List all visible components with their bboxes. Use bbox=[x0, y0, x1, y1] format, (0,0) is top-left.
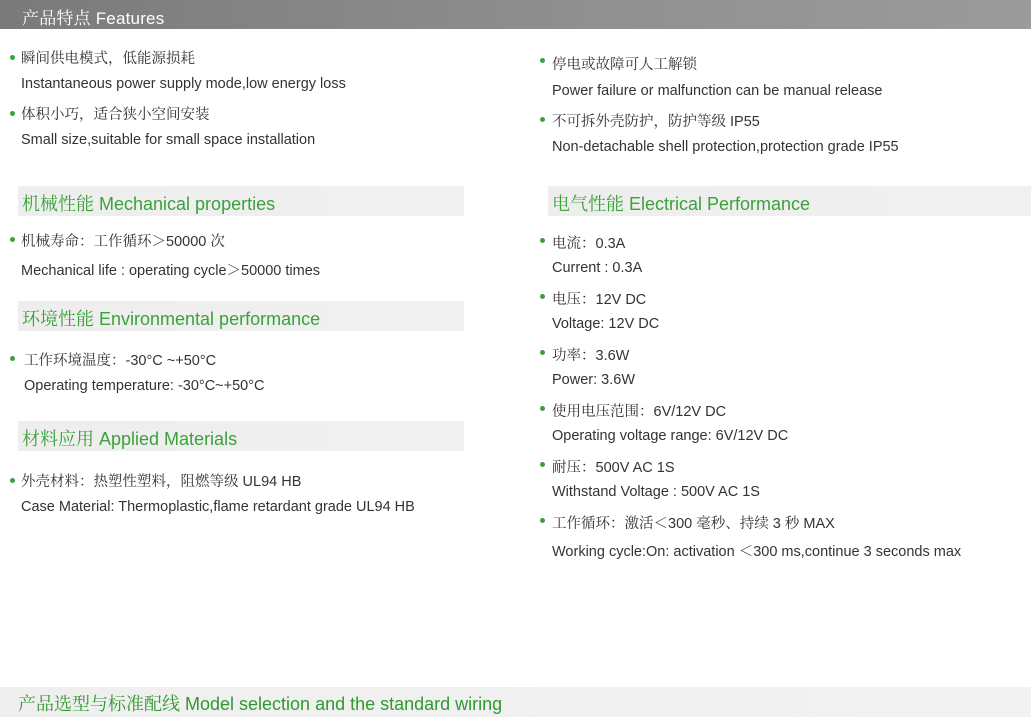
materials-title: 材料应用 Applied Materials bbox=[22, 429, 238, 449]
bullet-dot bbox=[10, 237, 15, 242]
electrical-en: Operating voltage range: 6V/12V DC bbox=[552, 428, 789, 444]
bullet-dot bbox=[540, 518, 545, 523]
electrical-cn: 电流：0.3A bbox=[552, 236, 626, 252]
feature-cn: 不可拆外壳防护，防护等级 IP55 bbox=[552, 114, 760, 130]
electrical-en: Withstand Voltage : 500V AC 1S bbox=[552, 484, 760, 500]
mechanical-title: 机械性能 Mechanical properties bbox=[22, 194, 276, 214]
model-selection-title: 产品选型与标准配线 Model selection and the standard wiring bbox=[18, 694, 503, 714]
environmental-cn: 工作环境温度：-30°C ~+50°C bbox=[24, 353, 217, 369]
feature-en: Instantaneous power supply mode,low energy loss bbox=[21, 76, 346, 92]
electrical-en: Current : 0.3A bbox=[552, 260, 643, 276]
environmental-title: 环境性能 Environmental performance bbox=[22, 309, 321, 329]
materials-cn: 外壳材料：热塑性塑料，阻燃等级 UL94 HB bbox=[21, 474, 302, 490]
bullet-dot bbox=[10, 478, 15, 483]
mechanical-header bbox=[18, 186, 464, 216]
electrical-title: 电气性能 Electrical Performance bbox=[552, 194, 811, 214]
bullet-dot bbox=[10, 55, 15, 60]
environmental-header bbox=[18, 301, 464, 331]
feature-cn: 体积小巧，适合狭小空间安装 bbox=[21, 107, 210, 123]
feature-cn: 停电或故障可人工解锁 bbox=[552, 57, 697, 73]
mechanical-cn: 机械寿命：工作循环＞50000 次 bbox=[21, 234, 225, 250]
bullet-dot bbox=[540, 238, 545, 243]
bullet-dot bbox=[10, 111, 15, 116]
bullet-dot bbox=[10, 356, 15, 361]
electrical-cn: 电压：12V DC bbox=[552, 292, 647, 308]
electrical-en: Power: 3.6W bbox=[552, 372, 635, 388]
electrical-en: Voltage: 12V DC bbox=[552, 316, 660, 332]
electrical-cn: 功率：3.6W bbox=[552, 348, 630, 364]
materials-en: Case Material: Thermoplastic,flame retardant grade UL94 HB bbox=[21, 499, 415, 515]
environmental-en: Operating temperature: -30°C~+50°C bbox=[24, 378, 265, 394]
features-title: 产品特点 Features bbox=[22, 9, 165, 28]
bullet-dot bbox=[540, 58, 545, 63]
model-selection-header bbox=[0, 687, 1031, 717]
electrical-header bbox=[548, 186, 1031, 216]
electrical-cn: 耐压：500V AC 1S bbox=[552, 460, 675, 476]
bullet-dot bbox=[540, 462, 545, 467]
electrical-en: Working cycle:On: activation ＜300 ms,continue 3 seconds max bbox=[552, 544, 962, 560]
feature-en: Power failure or malfunction can be manual release bbox=[552, 83, 883, 99]
materials-header bbox=[18, 421, 464, 451]
bullet-dot bbox=[540, 350, 545, 355]
mechanical-en: Mechanical life : operating cycle＞50000 times bbox=[21, 263, 321, 279]
bullet-dot bbox=[540, 406, 545, 411]
bullet-dot bbox=[540, 117, 545, 122]
features-header-bar bbox=[0, 0, 1031, 29]
feature-en: Small size,suitable for small space installation bbox=[21, 132, 316, 148]
electrical-cn: 工作循环：激活＜300 毫秒、持续 3 秒 MAX bbox=[552, 516, 835, 532]
feature-cn: 瞬间供电模式，低能源损耗 bbox=[21, 51, 195, 67]
bullet-dot bbox=[540, 294, 545, 299]
feature-en: Non-detachable shell protection,protection grade IP55 bbox=[552, 139, 899, 155]
electrical-cn: 使用电压范围：6V/12V DC bbox=[552, 404, 727, 420]
